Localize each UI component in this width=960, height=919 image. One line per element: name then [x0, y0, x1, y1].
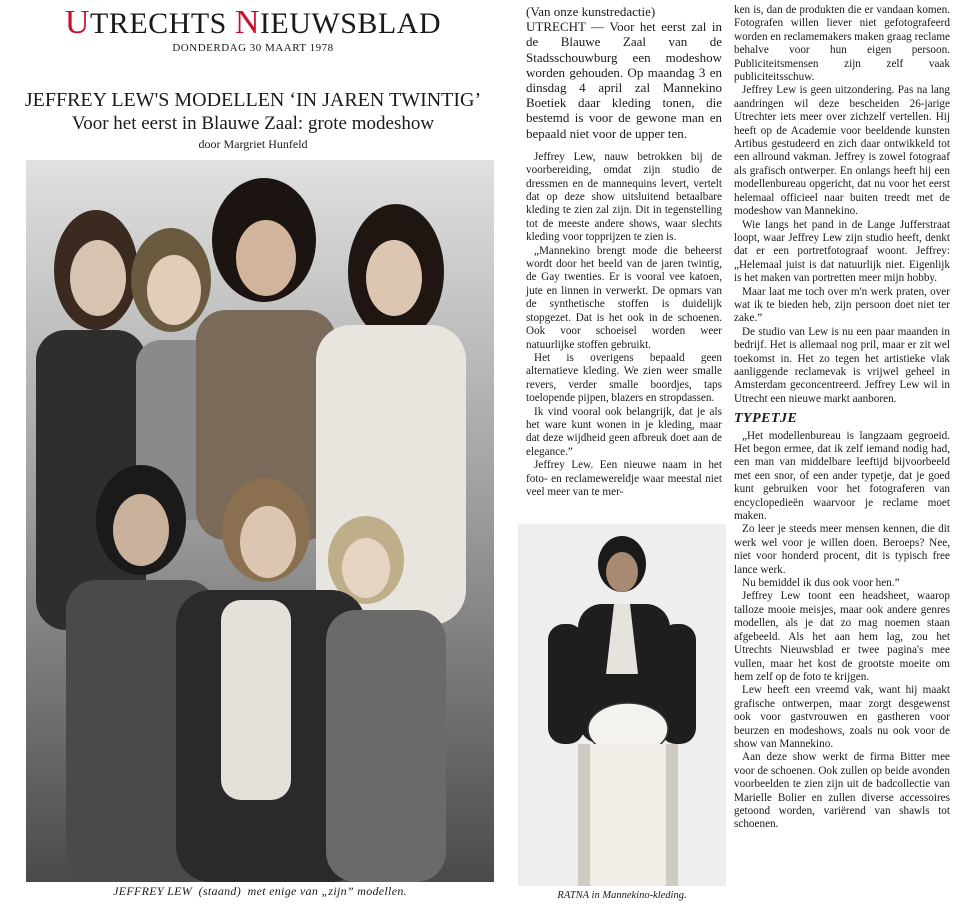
paragraph: Het is overigens bepaald geen alternatieve kleding. We zien weer smalle revers, verder smalle boordjes, taps toelopende pijpen, blazers en stropdassen. — [526, 351, 722, 405]
dateline: DONDERDAG 30 MAART 1978 — [172, 42, 334, 54]
ratna-photo-illustration — [518, 524, 726, 886]
paragraph: Lew heeft een vreemd vak, want hij maakt grafische ontwerpen, maar zorgt desgewenst ook voor gastvrouwen en gastheren voor beurzen en modeshows, zoals nu ook voor de show van Mannekino. — [734, 684, 950, 750]
paragraph: Jeffrey Lew, nauw betrokken bij de voorbereiding, omdat zijn studio de dressmen en de mannequins levert, vertelt dat op deze show uitsluitend betaalbare kleding te zien zal zijn. Dit in tegenstelling tot de meeste andere shows, waar slechts kleding voor topprijzen te zien is. — [526, 150, 722, 244]
subhead: Voor het eerst in Blauwe Zaal: grote modeshow — [71, 113, 435, 134]
article-lead — [526, 4, 722, 141]
paragraph: De studio van Lew is nu een paar maanden in bedrijf. Het is allemaal nog pril, maar er zit wel toekomst in. Het zo tegen het artistieke vlak aanliggende reclamevak is vrijwel geheel in Amsterdam geconcentreerd. Jeffrey Lew wil in Utrecht een nieuwe markt aanboren. — [734, 325, 950, 405]
paragraph: „Het modellenbureau is langzaam gegroeid. Het begon ermee, dat ik zelf iemand nodig had, een man van middelbare leeftijd bijvoorbeeld met een snor, of een ander typetje, dat je goed kunt gebruiken voor het fotograferen van encyclopedieën waarvoor je reclame moet maken. — [734, 429, 950, 523]
paragraph: Jeffrey Lew toont een headsheet, waarop talloze mooie meisjes, maar ook andere genres modellen, als je dat zo mag noemen staan afgebeeld. Als het aan hem lag, zou het Utrechts Nieuwsblad er twee pagina's mee vullen, maar het kost de grootste moeite om hem zelf op de foto te krijgen. — [734, 590, 950, 683]
paragraph: Jeffrey Lew. Een nieuwe naam in het foto- en reclamewereldje waar meestal niet veel meer van te mer- — [526, 459, 722, 498]
masthead-word-2: IEUWSBLAD — [259, 7, 442, 40]
group-photo-caption: JEFFREY LEW (staand) met enige van „zijn” modellen. — [113, 884, 407, 898]
paragraph: Wie langs het pand in de Lange Jufferstraat loopt, waar Jeffrey Lew zijn studio heeft, denkt dat er een portretfotograaf woont. Jeffrey: „Helemaal juist is dat natuurlijk niet. Eigenlijk is het maken van portretten meer mijn hobby. — [734, 218, 950, 285]
article-column-3 — [734, 4, 950, 832]
paragraph: Nu bemiddel ik dus ook voor hen.” — [742, 577, 900, 590]
paragraph: „Mannekino brengt mode die beheerst wordt door het beeld van de jaren twintig, de Gay twenties. Er is vooral vee katoen, jute en linnen in verwerkt. De opmars van de synthetische stoffen is duidelijk stopgezet. Dat is het ook in de schoenen. Ook voor schoeisel worden weer natuurlijke stoffen gebruikt. — [526, 244, 722, 351]
ratna-photo — [518, 524, 726, 886]
masthead-word-1: TRECHTS — [89, 7, 235, 40]
ratna-photo-caption: RATNA in Mannekino-kleding. — [557, 890, 687, 901]
lead-credit: (Van onze kunstredactie) — [526, 4, 656, 19]
paragraph: Jeffrey Lew is geen uitzondering. Pas na lang aandringen wil deze bescheiden 26-jarige Utrechter iets meer over zichzelf vertellen. Hij heeft op de Academie voor beeldende kunsten Artibus gestudeerd en zich daar ontwikkeld tot een allround vakman. Jeffrey is zowel fotograaf als grafisch ontwerper. En onlangs heeft hij een modellenbureau opgericht, dat nu voor het eerst helemaal officieel naar buiten treedt met de modeshow van Mannekino. — [734, 84, 950, 218]
masthead-initial-u: U — [64, 4, 90, 41]
paragraph: Aan deze show werkt de firma Bitter mee voor de schoenen. Ook zullen op beide avonden voorbeelden te zien zijn uit de badcollectie van Marielle Bolier en zullen diverse accessoires getoond worden, variërend van shawls tot schoenen. — [734, 751, 950, 831]
paragraph: Ik vind vooral ook belangrijk, dat je als het ware kunt wonen in je kleding, maar dat deze wijdheid geen afbreuk doet aan de elegance.” — [526, 405, 722, 458]
lead-paragraph: UTRECHT — Voor het eerst zal in de Blauwe Zaal van de Stadsschouwburg een modeshow worden gehouden. Op maandag 3 en dinsdag 4 april zal Mannekino Boetiek daar kleding tonen, die bestemd is voor de gewone man en bepaald niet voor de upper ten. — [526, 19, 722, 141]
paragraph: ken is, dan de produkten die er vandaan komen. Fotografen willen liever niet gefotografeerd worden en reclamemakers maken graag reclame behalve voor hun eigen persoon. Publiciteitsmensen zijn zelf vaak publiciteitsschuw. — [734, 4, 950, 84]
section-heading: TYPETJE — [734, 411, 798, 427]
paragraph: Zo leer je steeds meer mensen kennen, die dit werk wel voor je willen doen. Beroeps? Nee, niet voor honderd procent, dit is typisch free lance werk. — [734, 523, 950, 576]
group-photo — [26, 160, 494, 882]
byline: door Margriet Hunfeld — [198, 137, 308, 151]
article-column-2 — [526, 4, 722, 499]
paragraph: Maar laat me toch over m'n werk praten, over wat ik te bieden heb, zijn persoon doet niet ter zake.” — [734, 285, 950, 325]
masthead — [8, 6, 498, 41]
masthead-initial-n: N — [234, 4, 260, 41]
headline: JEFFREY LEW'S MODELLEN ‘IN JAREN TWINTIG’ — [24, 89, 482, 111]
group-photo-illustration — [26, 160, 494, 882]
